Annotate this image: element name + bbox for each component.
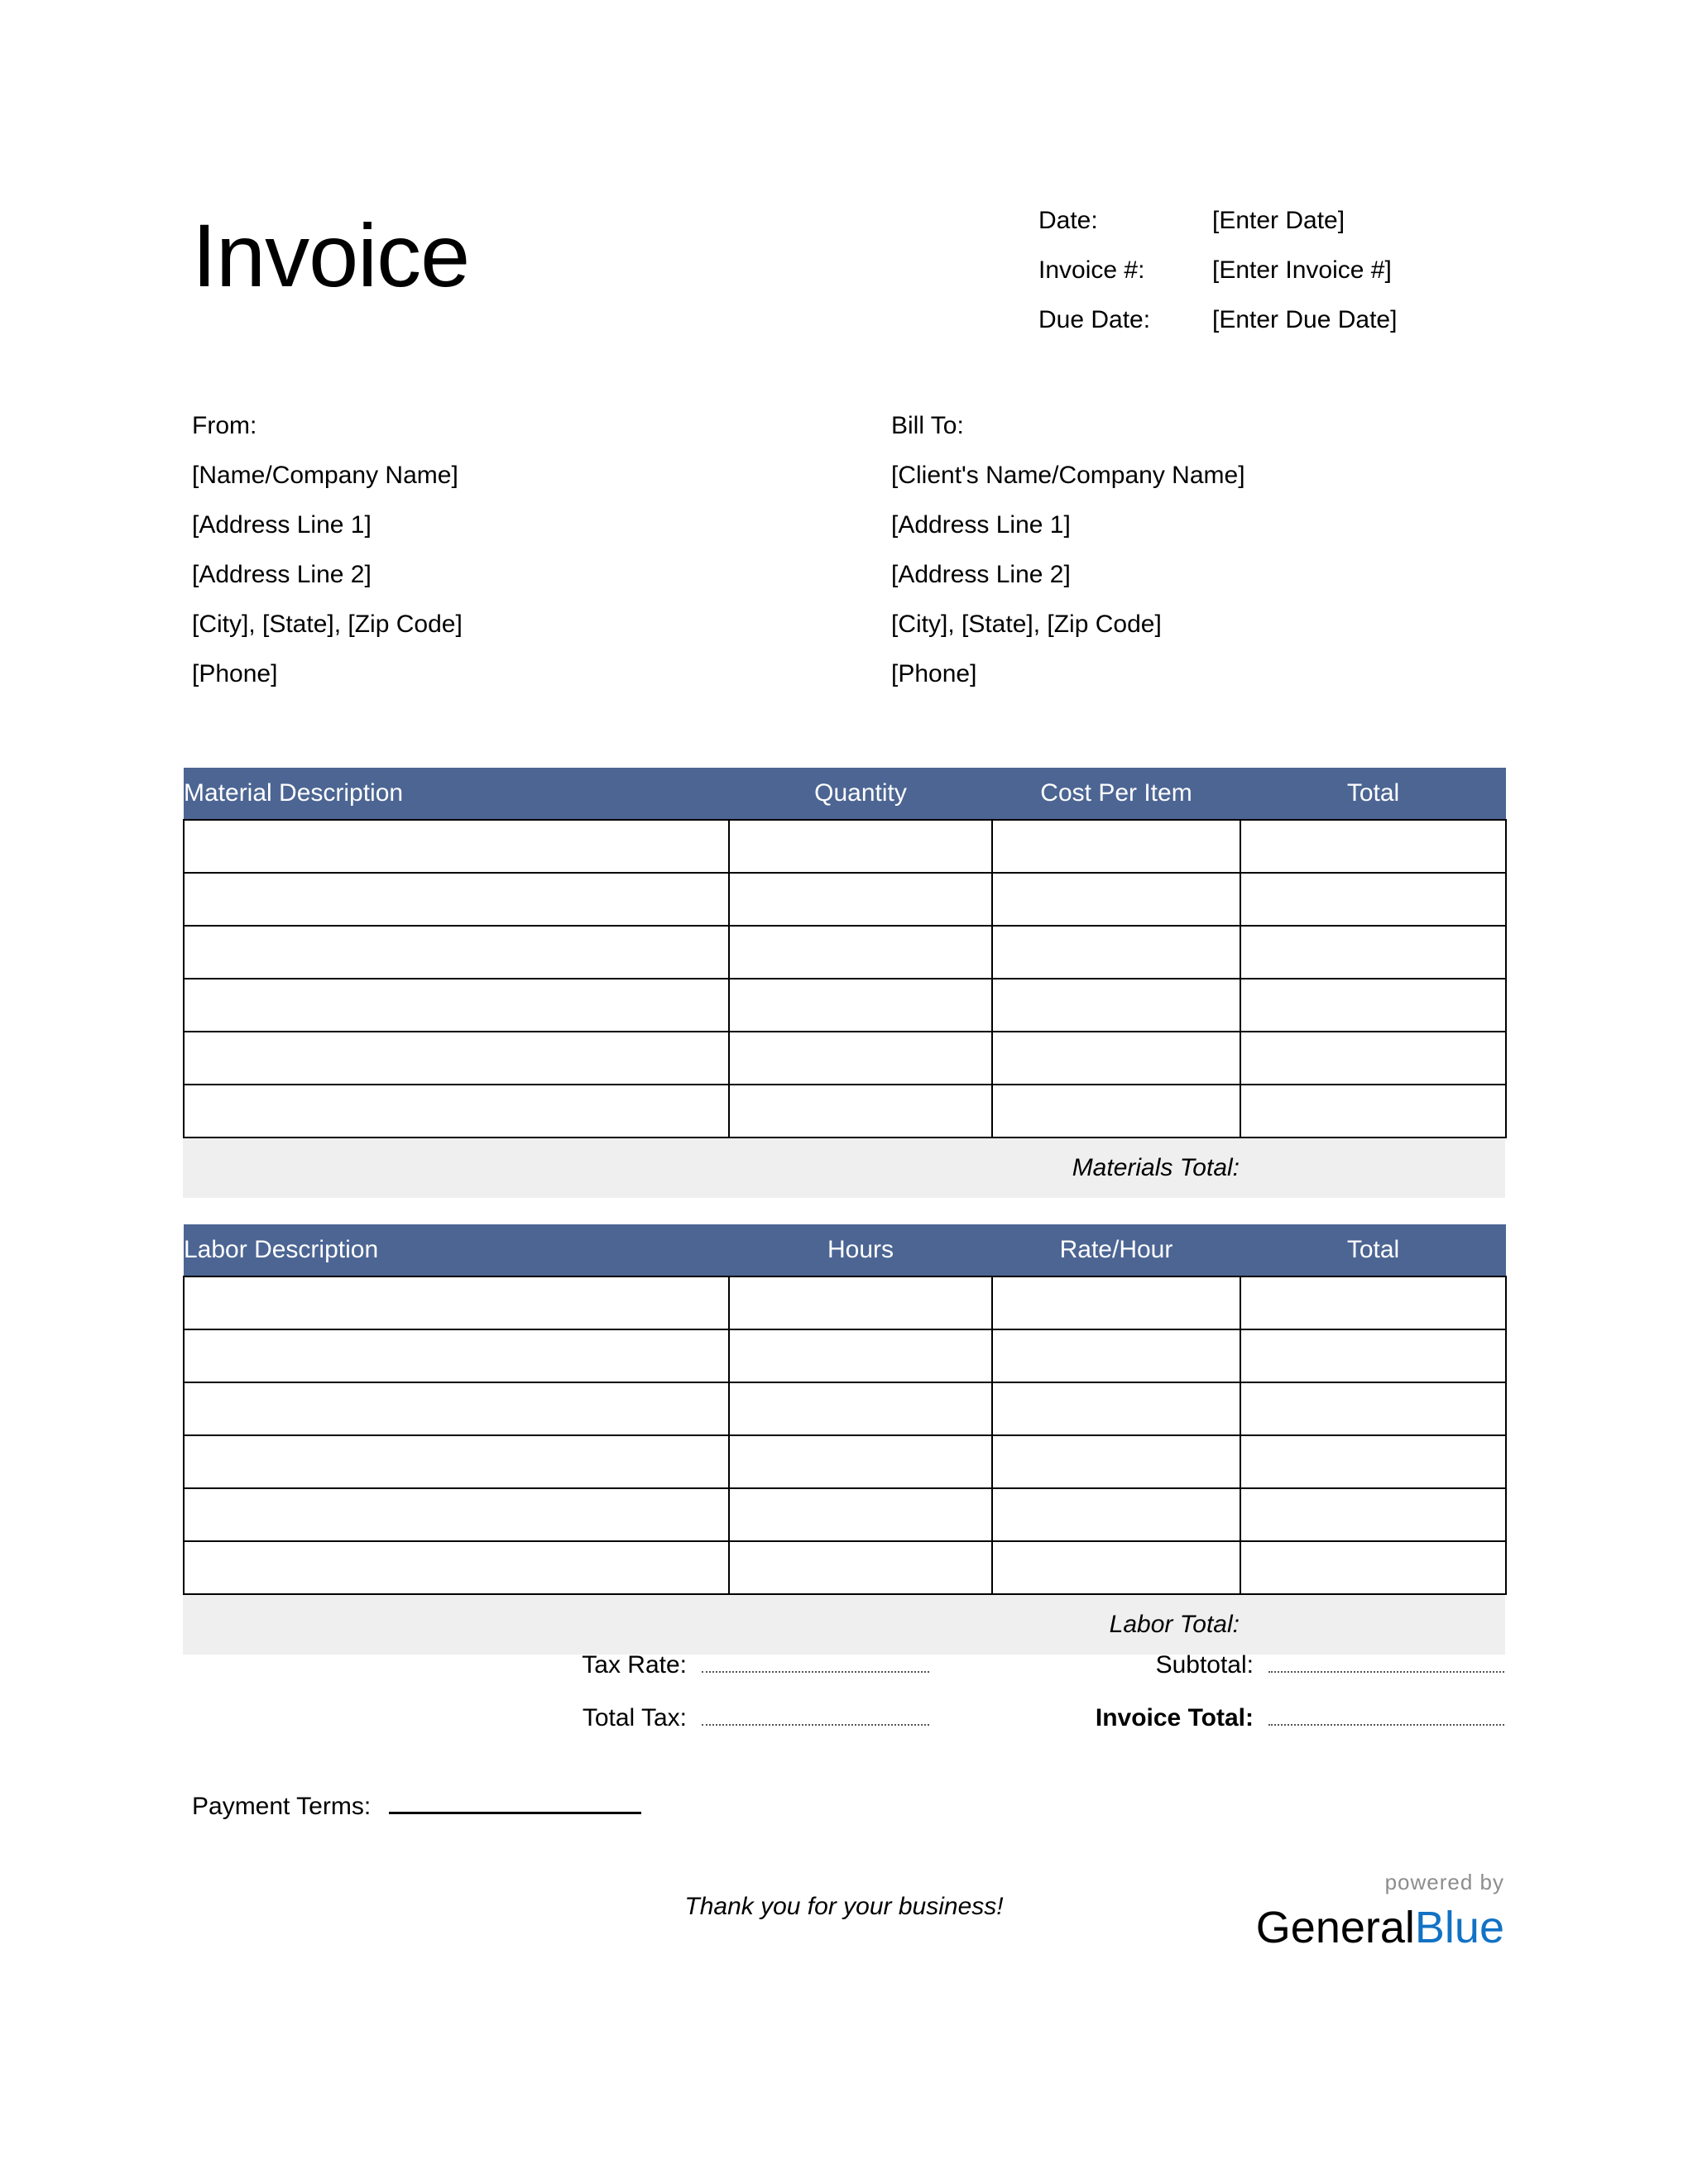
- labor-header-total: Total: [1240, 1224, 1506, 1276]
- labor-section: [183, 1224, 1505, 1655]
- labor-cell-hours[interactable]: [729, 1488, 992, 1541]
- thank-you-message: Thank you for your business!: [684, 1893, 1004, 1920]
- subtotal-field: [1038, 1646, 1506, 1678]
- labor-header-row: [184, 1224, 1506, 1276]
- total-tax-label: Total Tax:: [582, 1704, 687, 1731]
- bill-to-heading: Bill To:: [891, 412, 964, 439]
- labor-cell-description[interactable]: [184, 1488, 729, 1541]
- materials-header-row: [184, 768, 1506, 820]
- bill-to-block: [891, 414, 1603, 687]
- date-label: Date:: [1038, 207, 1098, 234]
- tax-rate-field: [463, 1646, 943, 1678]
- invoice-total-field: [1038, 1699, 1506, 1731]
- brand-name-general: General: [1255, 1903, 1415, 1952]
- materials-cell-total[interactable]: [1240, 820, 1506, 873]
- labor-cell-total[interactable]: [1240, 1329, 1506, 1382]
- materials-header-quantity: Quantity: [729, 768, 992, 820]
- labor-header-hours: Hours: [729, 1224, 992, 1276]
- labor-cell-hours[interactable]: [729, 1329, 992, 1382]
- materials-cell-description[interactable]: [184, 1085, 729, 1138]
- subtotal-input[interactable]: [1268, 1646, 1504, 1673]
- table-row: [184, 1085, 1506, 1138]
- from-line-phone[interactable]: [Phone]: [192, 660, 278, 687]
- invoice-total-label: Invoice Total:: [1095, 1704, 1254, 1731]
- powered-by-label: powered by: [1384, 1870, 1504, 1894]
- materials-total-band: [183, 1138, 1505, 1198]
- materials-cell-description[interactable]: [184, 926, 729, 979]
- table-row: [184, 1276, 1506, 1329]
- materials-cell-total[interactable]: [1240, 979, 1506, 1032]
- materials-cell-cost[interactable]: [992, 873, 1240, 926]
- invoice-total-input[interactable]: [1268, 1699, 1504, 1726]
- materials-cell-cost[interactable]: [992, 926, 1240, 979]
- labor-cell-rate[interactable]: [992, 1541, 1240, 1594]
- invoice-header: [0, 0, 1688, 356]
- payment-terms-label: Payment Terms:: [192, 1793, 372, 1820]
- total-tax-field: [463, 1699, 943, 1731]
- labor-cell-rate[interactable]: [992, 1329, 1240, 1382]
- invoice-number-value[interactable]: [Enter Invoice #]: [1212, 256, 1392, 284]
- labor-cell-rate[interactable]: [992, 1488, 1240, 1541]
- date-value[interactable]: [Enter Date]: [1212, 207, 1345, 234]
- table-row: [184, 926, 1506, 979]
- table-row: [184, 1435, 1506, 1488]
- meta-row-date: [1038, 208, 1618, 258]
- bill-to-line-phone[interactable]: [Phone]: [891, 660, 977, 687]
- materials-cell-cost[interactable]: [992, 1085, 1240, 1138]
- tax-rate-label: Tax Rate:: [582, 1651, 687, 1679]
- bill-to-line-city-state-zip[interactable]: [City], [State], [Zip Code]: [891, 611, 1162, 638]
- total-tax-input[interactable]: [702, 1699, 929, 1726]
- due-date-label: Due Date:: [1038, 306, 1151, 333]
- labor-cell-description[interactable]: [184, 1276, 729, 1329]
- meta-row-invoice-number: [1038, 258, 1618, 308]
- materials-cell-quantity[interactable]: [729, 926, 992, 979]
- materials-cell-description[interactable]: [184, 979, 729, 1032]
- materials-cell-description[interactable]: [184, 1032, 729, 1085]
- due-date-value[interactable]: [Enter Due Date]: [1212, 306, 1398, 333]
- materials-total-label: Materials Total:: [1072, 1154, 1240, 1181]
- materials-cell-quantity[interactable]: [729, 873, 992, 926]
- table-row: [184, 1329, 1506, 1382]
- materials-cell-description[interactable]: [184, 873, 729, 926]
- labor-cell-total[interactable]: [1240, 1488, 1506, 1541]
- materials-header-description: Material Description: [184, 768, 729, 820]
- invoice-number-label: Invoice #:: [1038, 256, 1145, 284]
- labor-cell-hours[interactable]: [729, 1382, 992, 1435]
- bill-to-line-name[interactable]: [Client's Name/Company Name]: [891, 462, 1245, 489]
- materials-cell-total[interactable]: [1240, 926, 1506, 979]
- materials-table: [183, 768, 1507, 1138]
- table-row: [184, 1541, 1506, 1594]
- materials-cell-cost[interactable]: [992, 820, 1240, 873]
- bill-to-line-address-2[interactable]: [Address Line 2]: [891, 561, 1071, 588]
- materials-cell-total[interactable]: [1240, 1085, 1506, 1138]
- materials-cell-quantity[interactable]: [729, 820, 992, 873]
- labor-cell-hours[interactable]: [729, 1435, 992, 1488]
- from-line-address-1[interactable]: [Address Line 1]: [192, 511, 372, 539]
- bill-to-line-address-1[interactable]: [Address Line 1]: [891, 511, 1071, 539]
- table-row: [184, 873, 1506, 926]
- labor-cell-hours[interactable]: [729, 1276, 992, 1329]
- labor-header-description: Labor Description: [184, 1224, 729, 1276]
- labor-table: [183, 1224, 1507, 1595]
- from-line-address-2[interactable]: [Address Line 2]: [192, 561, 372, 588]
- from-line-name[interactable]: [Name/Company Name]: [192, 462, 458, 489]
- materials-cell-cost[interactable]: [992, 979, 1240, 1032]
- from-line-city-state-zip[interactable]: [City], [State], [Zip Code]: [192, 611, 463, 638]
- table-row: [184, 1488, 1506, 1541]
- labor-cell-description[interactable]: [184, 1329, 729, 1382]
- materials-cell-quantity[interactable]: [729, 979, 992, 1032]
- from-block: [192, 414, 837, 687]
- materials-cell-total[interactable]: [1240, 873, 1506, 926]
- from-heading: From:: [192, 412, 257, 439]
- labor-cell-total[interactable]: [1240, 1276, 1506, 1329]
- labor-cell-hours[interactable]: [729, 1541, 992, 1594]
- materials-section: [183, 768, 1505, 1198]
- payment-terms-field: [192, 1787, 641, 1819]
- labor-cell-total[interactable]: [1240, 1435, 1506, 1488]
- tax-rate-input[interactable]: [702, 1646, 929, 1673]
- materials-cell-quantity[interactable]: [729, 1032, 992, 1085]
- labor-cell-description[interactable]: [184, 1541, 729, 1594]
- table-row: [184, 979, 1506, 1032]
- subtotal-label: Subtotal:: [1155, 1651, 1254, 1679]
- materials-cell-total[interactable]: [1240, 1032, 1506, 1085]
- materials-cell-cost[interactable]: [992, 1032, 1240, 1085]
- labor-total-label: Labor Total:: [1109, 1611, 1240, 1638]
- payment-terms-input[interactable]: [389, 1787, 641, 1814]
- totals-section: [0, 1646, 1688, 1746]
- materials-cell-quantity[interactable]: [729, 1085, 992, 1138]
- meta-row-due-date: [1038, 308, 1618, 357]
- labor-cell-rate[interactable]: [992, 1276, 1240, 1329]
- labor-header-rate-per-hour: Rate/Hour: [992, 1224, 1240, 1276]
- brand-name: [1256, 1904, 1504, 1951]
- materials-cell-description[interactable]: [184, 820, 729, 873]
- page-title: Invoice: [192, 205, 470, 305]
- table-row: [184, 820, 1506, 873]
- labor-cell-rate[interactable]: [992, 1382, 1240, 1435]
- labor-cell-description[interactable]: [184, 1435, 729, 1488]
- materials-header-total: Total: [1240, 768, 1506, 820]
- labor-cell-total[interactable]: [1240, 1382, 1506, 1435]
- table-row: [184, 1382, 1506, 1435]
- labor-cell-total[interactable]: [1240, 1541, 1506, 1594]
- table-row: [184, 1032, 1506, 1085]
- invoice-meta: [1038, 208, 1618, 357]
- labor-cell-description[interactable]: [184, 1382, 729, 1435]
- generalblue-logo: [1256, 1871, 1504, 1951]
- labor-cell-rate[interactable]: [992, 1435, 1240, 1488]
- materials-header-cost-per-item: Cost Per Item: [992, 768, 1240, 820]
- brand-name-blue: Blue: [1414, 1903, 1504, 1952]
